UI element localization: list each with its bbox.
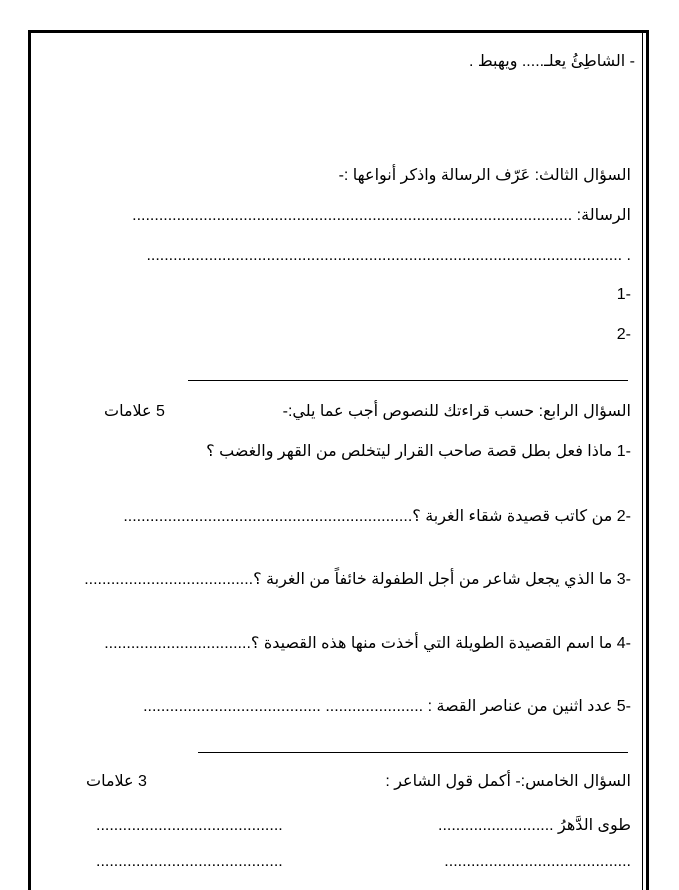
q5-verse-1-right: طوى الدَّهرُ ..........................: [438, 817, 631, 834]
q4-marks: 5 علامات: [104, 403, 165, 420]
q4-item-1: -1 ماذا فعل بطل قصة صاحب القرار ليتخلص من القهر والغضب ؟: [206, 443, 631, 460]
q3-definition-line: الرسالة: ...................................................................................................: [132, 207, 631, 224]
q5-marks: 3 علامات: [86, 773, 147, 790]
q5-title: السؤال الخامس:- أكمل قول الشاعر :: [385, 773, 631, 790]
q3-item-2: -2: [616, 326, 631, 343]
q3-title: السؤال الثالث: عَرّف الرسالة واذكر أنواعها :-: [338, 167, 631, 184]
q3-item-1: -1: [616, 286, 631, 303]
q5-verse-1-left: ..........................................: [96, 817, 283, 834]
q4-item-5: -5 عدد اثنين من عناصر القصة : ...................... ........................................: [143, 698, 631, 715]
q3-dots-line: . ...........................................................................................................: [146, 247, 631, 264]
intro-line: - الشاطِئُ يعلـ..... ويهبط .: [468, 53, 635, 70]
q4-item-3: -3 ما الذي يجعل شاعر من أجل الطفولة خائفاً من الغربة ؟......................................: [84, 571, 631, 588]
q5-verse-2-right: ..........................................: [444, 853, 631, 870]
q4-title: السؤال الرابع: حسب قراءتك للنصوص أجب عما يلي:-: [282, 403, 631, 420]
q5-verse-2-left: ..........................................: [96, 853, 283, 870]
q4-item-4: -4 ما اسم القصيدة الطويلة التي أخذت منها هذه القصيدة ؟.................................: [104, 635, 631, 652]
q4-item-2: -2 من كاتب قصيدة شقاء الغربة ؟.................................................................: [123, 508, 631, 525]
separator-line: [188, 380, 628, 381]
separator-line-2: [198, 752, 628, 753]
